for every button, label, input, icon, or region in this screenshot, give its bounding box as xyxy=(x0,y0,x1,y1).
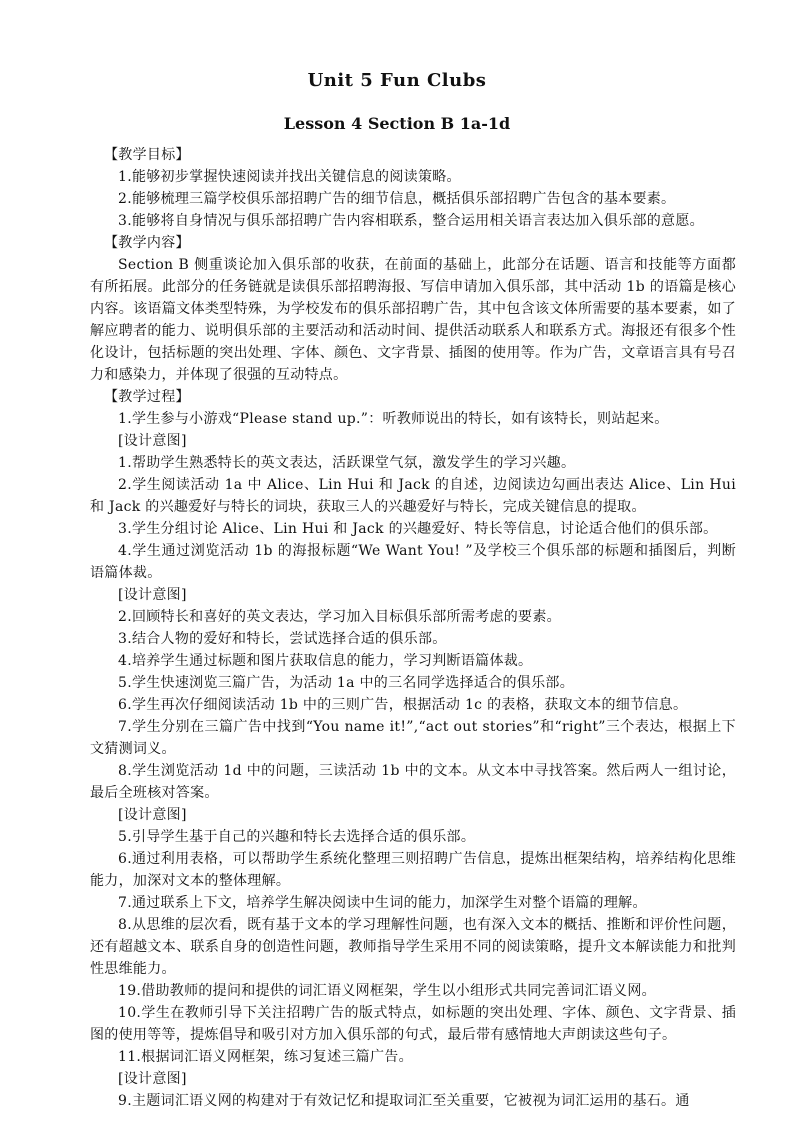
paragraph: 7.学生分别在三篇广告中找到“You name it!”,“act out stories”和“right”三个表达，根据上下文猜测词义。 xyxy=(90,719,736,757)
document-body xyxy=(90,144,736,1112)
paragraph: 2.回顾特长和喜好的英文表达，学习加入目标俱乐部所需考虑的要素。 xyxy=(118,609,561,625)
paragraph: 6.通过利用表格，可以帮助学生系统化整理三则招聘广告信息，提炼出框架结构，培养结构化思维能力，加深对文本的整体理解。 xyxy=(90,851,736,889)
paragraph: 8.从思维的层次看，既有基于文本的学习理解性问题，也有深入文本的概括、推断和评价性问题，还有超越文本、联系自身的创造性问题，教师指导学生采用不同的阅读策略，提升文本解读能力和批判性思维能力。 xyxy=(90,917,736,977)
paragraph: 1.学生参与小游戏“Please stand up.”：听教师说出的特长，如有该特长，则站起来。 xyxy=(118,411,669,427)
document-subtitle: Lesson 4 Section B 1a-1d xyxy=(283,114,511,133)
design-intent-label: [设计意图] xyxy=(118,587,187,603)
paragraph: 3.学生分组讨论 Alice、Lin Hui 和 Jack 的兴趣爱好、特长等信息，讨论适合他们的俱乐部。 xyxy=(118,521,718,537)
section-heading: 【教学内容】 xyxy=(104,235,190,251)
paragraph: 2.能够梳理三篇学校俱乐部招聘广告的细节信息，概括俱乐部招聘广告包含的基本要素。 xyxy=(118,191,676,207)
paragraph: 4.学生通过浏览活动 1b 的海报标题“We Want You! ”及学校三个俱乐部的标题和插图后，判断语篇体裁。 xyxy=(90,543,736,581)
paragraph: 3.能够将自身情况与俱乐部招聘广告内容相联系，整合运用相关语言表达加入俱乐部的意愿。 xyxy=(118,213,704,229)
paragraph: 6.学生再次仔细阅读活动 1b 中的三则广告，根据活动 1c 的表格，获取文本的细节信息。 xyxy=(118,697,688,713)
design-intent-label: [设计意图] xyxy=(118,807,187,823)
paragraph: 3.结合人物的爱好和特长，尝试选择合适的俱乐部。 xyxy=(118,631,447,647)
paragraph: 11.根据词汇语义网框架，练习复述三篇广告。 xyxy=(118,1049,413,1065)
paragraph: 19.借助教师的提问和提供的词汇语义网框架，学生以小组形式共同完善词汇语义网。 xyxy=(118,983,656,999)
paragraph: 5.学生快速浏览三篇广告，为活动 1a 中的三名同学选择适合的俱乐部。 xyxy=(118,675,575,691)
design-intent-label: [设计意图] xyxy=(118,433,187,449)
paragraph: 10.学生在教师引导下关注招聘广告的版式特点，如标题的突出处理、字体、颜色、文字背景、插图的使用等等，提炼倡导和吸引对方加入俱乐部的句式，最后带有感情地大声朗读这些句子。 xyxy=(90,1005,736,1043)
paragraph: 7.通过联系上下文，培养学生解决阅读中生词的能力，加深学生对整个语篇的理解。 xyxy=(118,895,647,911)
paragraph: 9.主题词汇语义网的构建对于有效记忆和提取词汇至关重要，它被视为词汇运用的基石。通 xyxy=(118,1093,690,1109)
design-intent-label: [设计意图] xyxy=(118,1071,187,1087)
paragraph: Section B 侧重谈论加入俱乐部的收获，在前面的基础上，此部分在话题、语言和技能等方面都有所拓展。此部分的任务链就是读俱乐部招聘海报、写信申请加入俱乐部，其中活动 1b 的语篇是核心内容。该语篇文体类型特殊，为学校发布的俱乐部招聘广告，其中包含该文体所需要的基本要素，如了解应聘者的能力、说明俱乐部的主要活动和活动时间、提供活动联系人和联系方式。海报还有很多个性化设计，包括标题的突出处理、字体、颜色、文字背景、插图的使用等。作为广告，文章语言具有号召力和感染力，并体现了很强的互动特点。 xyxy=(90,257,736,383)
paragraph: 8.学生浏览活动 1d 中的问题，三读活动 1b 中的文本。从文本中寻找答案。然后两人一组讨论，最后全班核对答案。 xyxy=(90,763,736,801)
section-heading: 【教学过程】 xyxy=(104,389,190,405)
document-title: Unit 5 Fun Clubs xyxy=(307,70,487,91)
section-heading: 【教学目标】 xyxy=(104,147,190,163)
paragraph: 4.培养学生通过标题和图片获取信息的能力，学习判断语篇体裁。 xyxy=(118,653,533,669)
paragraph: 5.引导学生基于自己的兴趣和特长去选择合适的俱乐部。 xyxy=(118,829,476,845)
paragraph: 1.能够初步掌握快速阅读并找出关键信息的阅读策略。 xyxy=(118,169,461,185)
paragraph: 1.帮助学生熟悉特长的英文表达，活跃课堂气氛，激发学生的学习兴趣。 xyxy=(118,455,576,471)
paragraph: 2.学生阅读活动 1a 中 Alice、Lin Hui 和 Jack 的自述，边阅读边勾画出表达 Alice、Lin Hui 和 Jack 的兴趣爱好与特长的词块，获取三人的兴趣爱好与特长，完成关键信息的提取。 xyxy=(90,477,736,515)
